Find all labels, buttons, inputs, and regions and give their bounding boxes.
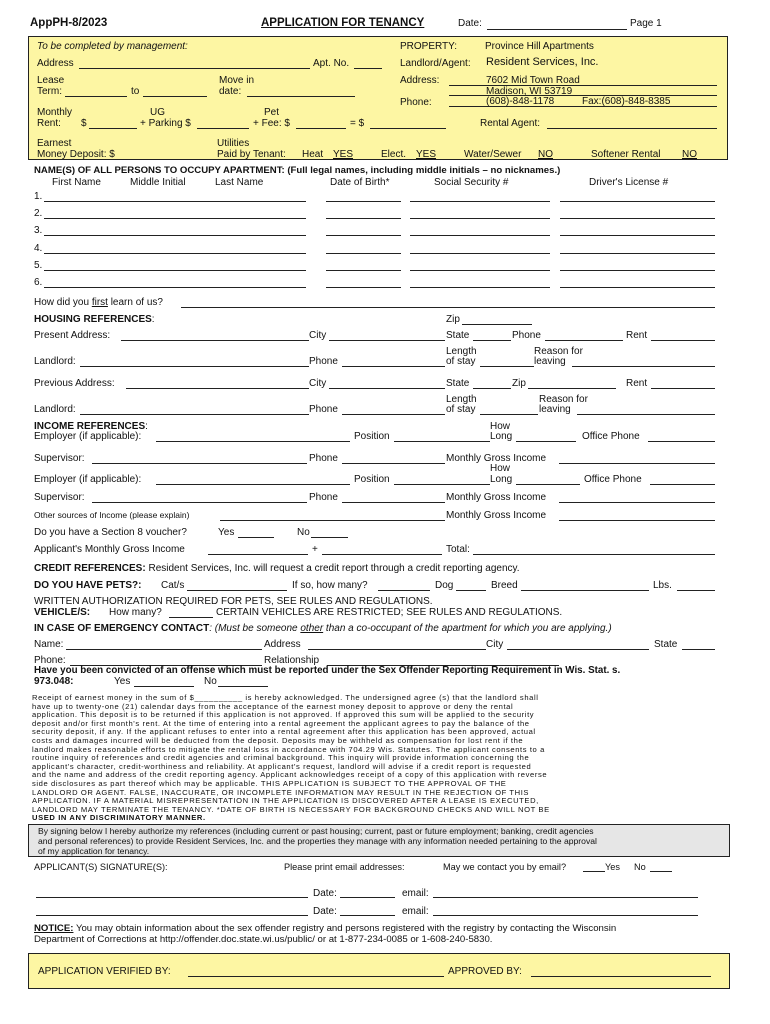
housing-heading: HOUSING REFERENCES: [34, 314, 155, 325]
previous-rent-label: Rent [626, 378, 648, 389]
occupant-ssn-field[interactable] [410, 287, 550, 288]
receipt-line: Receipt of earnest money in the sum of $__________ is hereby acknowledged. The undersigned agree (s) that the landlord shall [32, 694, 539, 702]
vehicles-restriction-note: CERTAIN VEHICLES ARE RESTRICTED; SEE RULES AND REGULATIONS. [216, 607, 563, 618]
position-field-2[interactable] [394, 484, 490, 485]
occupant-ssn-field[interactable] [410, 218, 550, 219]
cats-field[interactable] [187, 590, 287, 591]
supervisor-label-1: Supervisor: [34, 453, 85, 464]
leaving-label-1: leaving [534, 356, 566, 367]
landlord-address-line1: 7602 Mid Town Road [486, 75, 580, 86]
income-heading: INCOME REFERENCES: [34, 421, 148, 432]
email-print-label: Please print email addresses: [284, 862, 405, 872]
reason-label-2: Reason for [539, 394, 588, 405]
money-deposit-field[interactable] [124, 159, 208, 160]
emergency-phone-label: Phone: [34, 655, 66, 666]
total-equals-label: = $ [350, 118, 365, 129]
elect-value: YES [416, 149, 437, 160]
monthly-gross-field-1[interactable] [559, 463, 715, 464]
notice-line2: Department of Corrections at http://offender.doc.state.wi.us/public/ or at 1-877-234-0085 or 1-608-240-5830. [34, 934, 493, 945]
signature-email-field-2[interactable] [433, 915, 698, 916]
supervisor-label-2: Supervisor: [34, 492, 85, 503]
credit-references: CREDIT REFERENCES: Resident Services, Inc. will request a credit report through a credit reporting agency. [34, 563, 520, 574]
term-to-label: to [131, 86, 140, 97]
present-phone-field[interactable] [545, 340, 623, 341]
landlord-fax-value: Fax:(608)-848-8385 [582, 96, 671, 107]
occupant-dob-field[interactable] [326, 253, 401, 254]
occupant-ssn-field[interactable] [410, 270, 550, 271]
occupant-row-number: 2. [34, 208, 43, 220]
occupant-name-field[interactable] [44, 201, 306, 202]
section8-yes-label: Yes [218, 527, 235, 538]
occupant-dob-field[interactable] [326, 201, 401, 202]
offender-yes-label: Yes [114, 676, 131, 687]
parking-label: + Parking $ [140, 118, 191, 129]
long-label-1: Long [490, 431, 513, 442]
present-city-field[interactable] [329, 340, 445, 341]
employer-field-2[interactable] [156, 484, 350, 485]
receipt-line: landlord makes reasonable efforts to mitigate the rental loss in accordance with 704.29 Wis. Statutes. The applicant consents to a [32, 745, 545, 754]
monthly-gross-label-1: Monthly Gross Income [446, 453, 547, 464]
occupant-row-number: 3. [34, 225, 43, 237]
office-phone-label-1: Office Phone [582, 431, 640, 442]
col-middle-initial: Middle Initial [130, 177, 186, 188]
emergency-state-label: State [654, 639, 678, 650]
landlord-phone-field-2[interactable] [342, 414, 445, 415]
occupant-row-number: 6. [34, 277, 43, 288]
of-stay-label-1: of stay [446, 356, 476, 367]
other-income-label: Other sources of Income (please explain) [34, 510, 190, 520]
move-date-field[interactable] [247, 96, 355, 97]
landlord-phone-field-1[interactable] [342, 366, 445, 367]
section8-question: Do you have a Section 8 voucher? [34, 527, 187, 538]
applicant-gross-field[interactable] [208, 554, 308, 555]
col-first-name: First Name [52, 177, 101, 188]
supervisor-phone-label-2: Phone [309, 492, 338, 503]
pet-authorization-note: WRITTEN AUTHORIZATION REQUIRED FOR PETS, SEE RULES AND REGULATIONS. [34, 596, 433, 607]
total-rent-field[interactable] [370, 128, 446, 129]
previous-address-label: Previous Address: [34, 378, 115, 389]
long-label-2: Long [490, 474, 513, 485]
signature-email-label-2: email: [402, 906, 429, 917]
monthly-gross-field-3[interactable] [559, 520, 715, 521]
utilities-label: Utilities [217, 138, 250, 149]
length-label-1: Length [446, 346, 477, 357]
office-phone-label-2: Office Phone [584, 474, 642, 485]
term-end-field[interactable] [143, 96, 207, 97]
position-label-2: Position [354, 474, 390, 485]
landlord-phone-label-2: Phone [309, 404, 338, 415]
zip-label-1: Zip [446, 314, 460, 325]
emergency-city-field[interactable] [507, 649, 649, 650]
landlord-phone-label-1: Phone [309, 356, 338, 367]
present-address-field[interactable] [121, 340, 309, 341]
supervisor-field-1[interactable] [92, 463, 307, 464]
landlord-label-2: Landlord: [34, 404, 76, 415]
approved-by-label: APPROVED BY: [448, 966, 522, 977]
occupant-dl-field[interactable] [560, 287, 715, 288]
monthly-gross-label-2: Monthly Gross Income [446, 492, 547, 503]
section8-no-field[interactable] [311, 537, 348, 538]
supervisor-phone-field-2[interactable] [342, 502, 445, 503]
landlord-label-1: Landlord: [34, 356, 76, 367]
notice-line1: NOTICE: You may obtain information about the sex offender registry and persons registered with the registry by contacting the Wisconsin [34, 923, 617, 934]
occupant-name-field[interactable] [44, 253, 306, 254]
supervisor-phone-label-1: Phone [309, 453, 338, 464]
pet-fee-field[interactable] [296, 128, 346, 129]
earnest-label: Earnest [37, 138, 72, 149]
col-dob: Date of Birth* [330, 177, 390, 188]
receipt-line: security deposit, if any. If the applicant refuses to enter into a rental agreement after this application has been approved, actual [32, 728, 536, 737]
receipt-line: side disclosures as part thereof which may be applicable. THIS APPLICATION IS SUBJECT TO THE APPROVAL OF THE [32, 779, 507, 788]
occupant-dob-field[interactable] [326, 270, 401, 271]
previous-rent-field[interactable] [651, 388, 715, 389]
reason-leaving-field-1[interactable] [572, 366, 715, 367]
email-contact-yes-label: Yes [605, 862, 620, 872]
pets-how-many-field[interactable] [378, 590, 430, 591]
how-long-field-2[interactable] [516, 484, 580, 485]
signature-email-label-1: email: [402, 888, 429, 899]
move-in-label: Move in [219, 75, 255, 86]
lease-label: Lease [37, 75, 65, 86]
gross-plus: + [312, 544, 318, 555]
softener-label: Softener Rental [591, 149, 661, 160]
landlord-phone-rule [449, 106, 717, 107]
occupant-dl-field[interactable] [560, 235, 715, 236]
occupant-dl-field[interactable] [560, 218, 715, 219]
occupant-row-number: 1. [34, 191, 43, 202]
paid-by-label: Paid by Tenant: [217, 149, 286, 160]
monthly-label: Monthly [37, 107, 73, 118]
receipt-paragraph [32, 694, 732, 823]
col-ssn: Social Security # [434, 177, 509, 188]
page-title: APPLICATION FOR TENANCY [261, 17, 425, 29]
offender-no-field[interactable] [218, 686, 268, 687]
form-id: AppPH-8/2023 [30, 17, 108, 29]
supervisor-phone-field-1[interactable] [342, 463, 445, 464]
address-label: Address [37, 58, 74, 69]
emergency-city-label: City [486, 639, 504, 650]
employer-label-1: Employer (if applicable): [34, 431, 142, 442]
offender-question: Have you been convicted of an offense which must be reported under the Sex Offender Reporting Requirement in Wis. Stat. s. [34, 665, 621, 676]
rental-agent-field[interactable] [547, 128, 717, 129]
heat-label: Heat [302, 149, 324, 160]
occupant-dl-field[interactable] [560, 253, 715, 254]
page-number: Page 1 [630, 18, 662, 29]
receipt-line: and the name and address of the credit reporting agency. Applicant acknowledges receipt of a copy of this application with reverse [32, 771, 548, 780]
rent-label: Rent: [37, 118, 61, 129]
pet-fee-label: + Fee: $ [253, 118, 290, 129]
verified-by-field[interactable] [188, 976, 444, 977]
monthly-gross-field-2[interactable] [559, 502, 715, 503]
elect-label: Elect. [381, 149, 407, 160]
reason-leaving-field-2[interactable] [577, 414, 715, 415]
signature-email-field-1[interactable] [433, 897, 698, 898]
email-contact-question: May we contact you by email? [443, 862, 567, 872]
parking-field[interactable] [197, 128, 249, 129]
how-long-field-1[interactable] [516, 441, 576, 442]
signature-date-label-1: Date: [313, 888, 337, 899]
receipt-line: application. This deposit is to be returned if this application is not approved. If approved this sum will be applied to the security [32, 711, 535, 720]
vehicles-how-many-field[interactable] [169, 617, 213, 618]
receipt-line: costs and damages incurred will be deducted from the deposit. Deposits may be withheld as compensation for lost rent if the [32, 736, 524, 745]
gross-total-field[interactable] [473, 554, 715, 555]
occupant-dob-field[interactable] [326, 218, 401, 219]
date-label: Date: [458, 18, 482, 29]
landlord-address-label: Address: [400, 75, 440, 86]
emergency-relationship-label: Relationship [264, 655, 320, 666]
pets-how-many-label: If so, how many? [292, 580, 368, 591]
receipt-line: LANDLORD OR AGENT. FALSE, INACCURATE, OR INCOMPLETE INFORMATION MAY RESULT IN THE REJECTION OF THIS [32, 788, 530, 797]
receipt-line: LANDLORD MAY TERMINATE THE TENANCY. *DATE OF BIRTH IS NECESSARY FOR BACKGROUND CHECKS AND WILL NOT BE [32, 805, 550, 814]
occupant-dob-field[interactable] [326, 235, 401, 236]
how-label-1: How [490, 421, 511, 432]
apt-label: Apt. No. [313, 58, 350, 69]
occupant-row-number: 5. [34, 259, 43, 271]
how-learn-field[interactable] [181, 307, 715, 308]
approved-by-field[interactable] [531, 976, 711, 977]
receipt-line: routine inquiry of references and credit agencies and criminal background. This inquiry will provide information concerning the [32, 754, 530, 763]
applicant-signature-1[interactable] [36, 897, 308, 898]
mgmt-instruction: To be completed by management: [37, 41, 188, 52]
occupant-name-field[interactable] [44, 218, 306, 219]
occupant-name-field[interactable] [44, 235, 306, 236]
present-rent-label: Rent [626, 330, 648, 341]
occupants-heading: NAME(S) OF ALL PERSONS TO OCCUPY APARTMENT: (Full legal names, including middle initials – no nicknames.) [34, 165, 561, 176]
length-stay-field-2[interactable] [480, 414, 538, 415]
emergency-heading: IN CASE OF EMERGENCY CONTACT: (Must be someone other than a co-occupant of the apartment for which you are applying.) [34, 623, 612, 634]
previous-state-label: State [446, 378, 470, 389]
offender-no-label: No [204, 676, 217, 687]
apt-field[interactable] [354, 68, 382, 69]
emergency-address-label: Address [264, 639, 301, 650]
supervisor-field-2[interactable] [92, 502, 307, 503]
money-deposit-label: Money Deposit: $ [37, 149, 115, 160]
address-field[interactable] [79, 68, 310, 69]
of-stay-label-2: of stay [446, 404, 476, 415]
present-state-label: State [446, 330, 470, 341]
email-contact-no-label: No [634, 862, 646, 872]
occupant-ssn-field[interactable] [410, 235, 550, 236]
authorization-line3: of my application for tenancy. [38, 846, 150, 856]
section8-no-label: No [297, 527, 310, 538]
rent-dollar: $ [81, 118, 87, 129]
term-start-field[interactable] [65, 96, 127, 97]
agent-value: Resident Services, Inc. [486, 56, 599, 68]
previous-zip-field[interactable] [528, 388, 616, 389]
dog-field[interactable] [456, 590, 486, 591]
present-phone-label: Phone [512, 330, 541, 341]
present-address-label: Present Address: [34, 330, 111, 341]
length-stay-field-1[interactable] [480, 366, 534, 367]
ug-label: UG [150, 107, 165, 118]
water-value: NO [538, 149, 553, 160]
landlord-address-line2: Madison, WI 53719 [486, 86, 573, 97]
receipt-dob-note-end: USED IN ANY DISCRIMINATORY MANNER. [32, 813, 206, 823]
vehicles-how-many-label: How many? [109, 607, 162, 618]
occupant-ssn-field[interactable] [410, 201, 550, 202]
lbs-field[interactable] [677, 590, 715, 591]
property-label: PROPERTY: [400, 41, 458, 52]
present-state-field[interactable] [473, 340, 511, 341]
offender-statute: 973.048: [34, 676, 74, 687]
pets-question: DO YOU HAVE PETS?: [34, 580, 142, 591]
section8-yes-field[interactable] [238, 537, 274, 538]
emergency-address-field[interactable] [308, 649, 486, 650]
occupant-name-field[interactable] [44, 270, 306, 271]
occupant-name-field[interactable] [44, 287, 306, 288]
emergency-state-field[interactable] [682, 649, 715, 650]
property-value: Province Hill Apartments [485, 41, 594, 52]
other-income-field[interactable] [220, 520, 445, 521]
leaving-label-2: leaving [539, 404, 571, 415]
cats-label: Cat/s [161, 580, 185, 591]
receipt-line: APPLICATION. IF A MATERIAL MISREPRESENTATION IN THE APPLICATION IS DISCOVERED AFTER A LEASE IS EXECUTED, [32, 797, 539, 806]
office-phone-field-1[interactable] [648, 441, 715, 442]
length-label-2: Length [446, 394, 477, 405]
employer-field-1[interactable] [156, 441, 350, 442]
receipt-line: have up to twenty-one (21) calendar days from the acceptance of the earnest money deposit to approve or deny the rental [32, 702, 514, 711]
occupant-dob-field[interactable] [326, 287, 401, 288]
previous-city-field[interactable] [329, 388, 445, 389]
lbs-label: Lbs. [653, 580, 672, 591]
emergency-name-field[interactable] [66, 649, 262, 650]
agent-label: Landlord/Agent: [400, 58, 471, 69]
water-label: Water/Sewer [464, 149, 522, 160]
zip-field-1[interactable] [462, 324, 532, 325]
how-learn-label: How did you first learn of us? [34, 297, 163, 308]
landlord-phone-label: Phone: [400, 97, 432, 108]
emergency-name-label: Name: [34, 639, 64, 650]
dog-label: Dog [435, 580, 454, 591]
signature-date-field-1[interactable] [340, 897, 395, 898]
signature-date-label-2: Date: [313, 906, 337, 917]
applicant-signature-2[interactable] [36, 915, 308, 916]
verified-by-label: APPLICATION VERIFIED BY: [38, 966, 171, 977]
gross-total-label: Total: [446, 544, 470, 555]
position-label-1: Position [354, 431, 390, 442]
applicant-gross-label: Applicant's Monthly Gross Income [34, 544, 185, 555]
breed-field[interactable] [521, 590, 649, 591]
previous-city-label: City [309, 378, 327, 389]
landlord-field-1[interactable] [80, 366, 309, 367]
authorization-line2: and personal references) to provide Resident Services, Inc. and the properties they manage with any information needed pertaining to the approval [38, 836, 597, 846]
move-date-label: date: [219, 86, 242, 97]
present-rent-field[interactable] [651, 340, 715, 341]
softener-value: NO [682, 149, 697, 160]
receipt-lines [32, 694, 732, 814]
additional-gross-field[interactable] [322, 554, 442, 555]
signature-date-field-2[interactable] [340, 915, 395, 916]
occupant-dl-field[interactable] [560, 270, 715, 271]
pet-label: Pet [264, 107, 280, 118]
date-field[interactable] [487, 29, 627, 30]
rental-agent-label: Rental Agent: [480, 118, 541, 129]
term-label: Term: [37, 86, 62, 97]
col-last-name: Last Name [215, 177, 264, 188]
present-city-label: City [309, 330, 327, 341]
receipt-line: applicant's character, credit-worthiness and reliability. At applicant's request, landlord will advise if a credit report is requested [32, 762, 532, 771]
reason-label-1: Reason for [534, 346, 583, 357]
employer-label-2: Employer (if applicable): [34, 474, 142, 485]
landlord-phone-value: (608)-848-1178 [486, 96, 555, 107]
offender-yes-field[interactable] [134, 686, 194, 687]
vehicles-label: VEHICLE/S: [34, 607, 91, 618]
occupant-ssn-field[interactable] [410, 253, 550, 254]
authorization-line1: By signing below I hereby authorize my references (including current or past housing; current, past or future employment; banking, credit agencies [38, 826, 594, 836]
breed-label: Breed [491, 580, 518, 591]
landlord-field-2[interactable] [80, 414, 309, 415]
col-drivers-license: Driver's License # [589, 177, 669, 188]
applicant-signature-label: APPLICANT(S) SIGNATURE(S): [34, 862, 168, 872]
previous-state-field[interactable] [473, 388, 511, 389]
position-field-1[interactable] [394, 441, 490, 442]
previous-address-field[interactable] [126, 388, 309, 389]
office-phone-field-2[interactable] [650, 484, 715, 485]
heat-value: YES [333, 149, 354, 160]
previous-zip-label: Zip [512, 378, 526, 389]
occupant-dl-field[interactable] [560, 201, 715, 202]
email-contact-yes-field[interactable] [583, 871, 605, 872]
how-label-2: How [490, 463, 511, 474]
receipt-line: deposit and/or first month's rent. At the time of entering into a rental agreement the applicant agrees to pay the balance of the [32, 719, 530, 728]
occupant-row-number: 4. [34, 242, 43, 254]
rent-field[interactable] [89, 128, 137, 129]
monthly-gross-label-3: Monthly Gross Income [446, 510, 547, 521]
email-contact-no-field[interactable] [650, 871, 672, 872]
